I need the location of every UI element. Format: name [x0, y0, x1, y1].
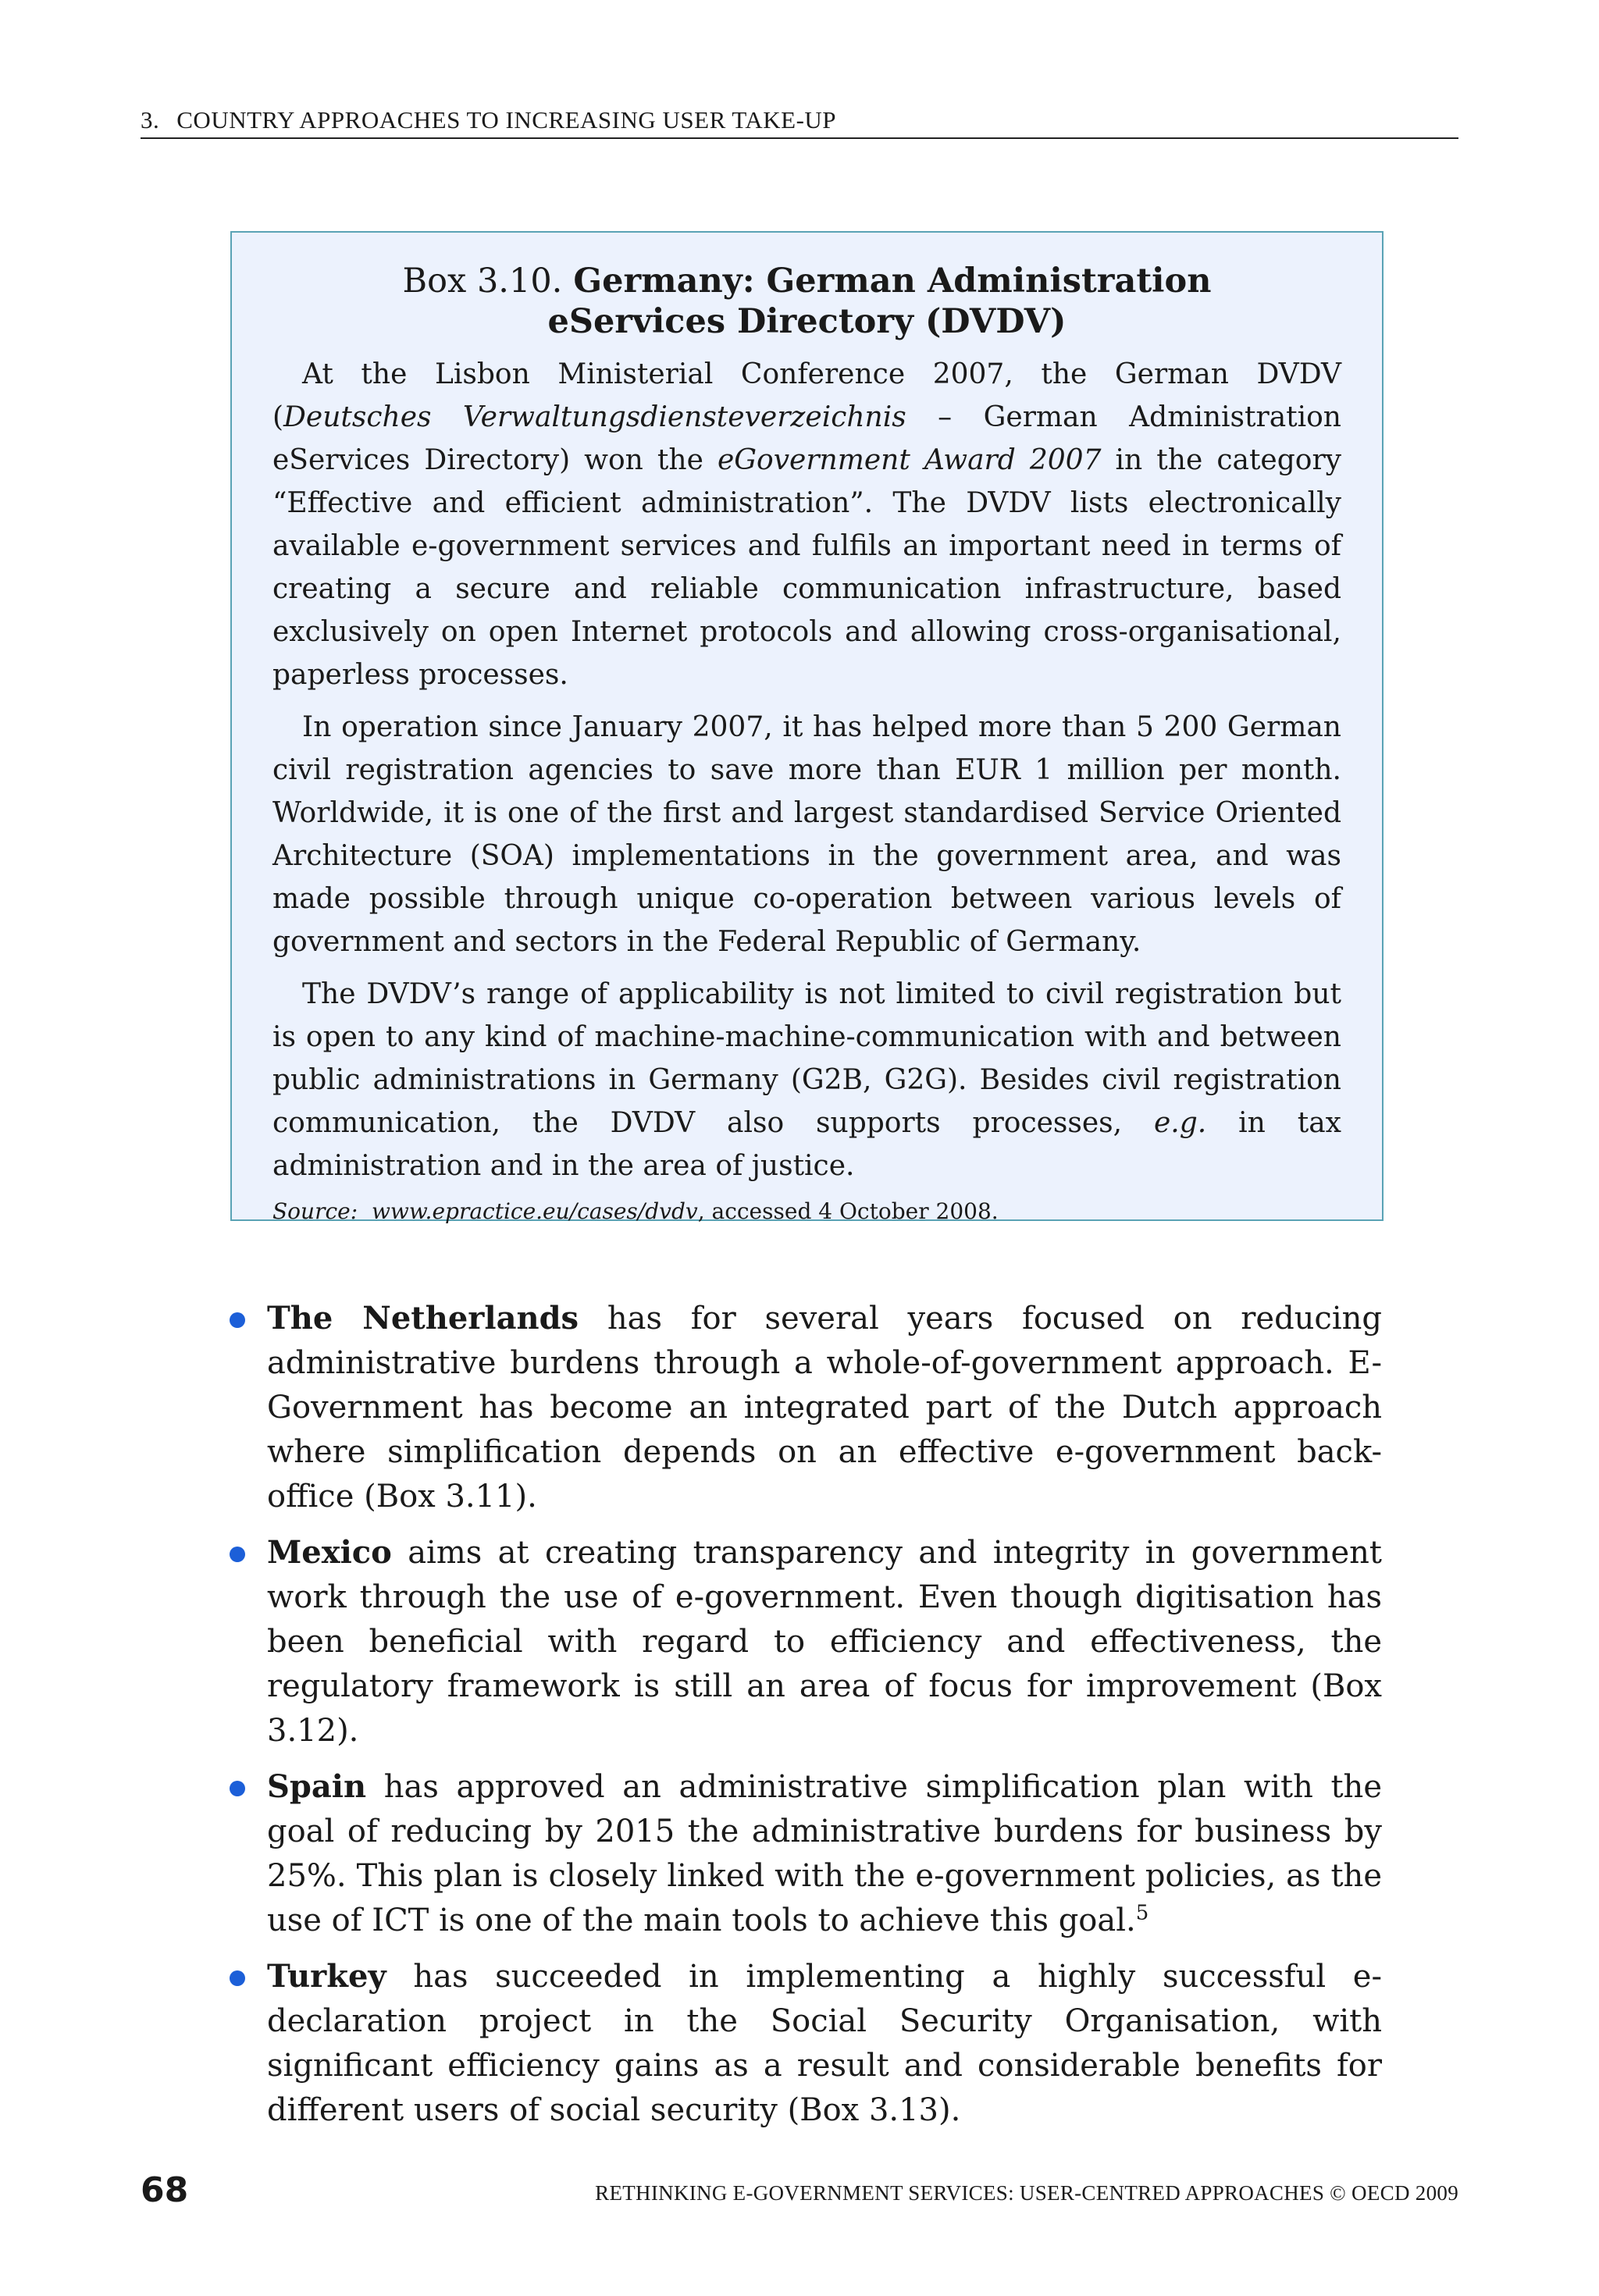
chapter-title: COUNTRY APPROACHES TO INCREASING USER TAKE-UP [176, 106, 837, 133]
box-paragraph-3 [272, 973, 1341, 1187]
country-name: The Netherlands [267, 1300, 579, 1337]
country-name: Turkey [267, 1958, 386, 1995]
bullet-dot-icon [230, 1312, 245, 1328]
box-source [272, 1197, 1341, 1226]
list-item [226, 1954, 1382, 2133]
country-name: Spain [267, 1768, 367, 1805]
chapter-number: 3. [141, 106, 160, 133]
p1-italic-german-name: Deutsches Verwaltungsdiensteverzeichnis [283, 401, 906, 433]
bullet-text: has for several years focused on reducing administrative burdens through a whole-of-government approach. E-Government has become an integrated part of the Dutch approach where simplification depends on an effective e-government back-office (Box 3.11). [267, 1301, 1382, 1515]
box-heading [272, 261, 1341, 342]
p3-text-c: in tax administration and in the area of justice. [272, 1107, 1341, 1182]
bullet-text: has succeeded in implementing a highly successful e-declaration project in the Social Security Organisation, with significant efficiency gains as a result and considerable benefits for different users of social security (Box 3.13). [267, 1959, 1382, 2128]
p3-italic-eg: e.g. [1154, 1107, 1207, 1139]
running-header [141, 106, 1458, 139]
box-paragraph-2: In operation since January 2007, it has helped more than 5 200 German civil registration agencies to save more than EUR 1 million per month. Worldwide, it is one of the first and largest standardised Service Oriented Architecture (SOA) implementations in the government area, and was made possible through unique co-operation between various levels of government and sectors in the Federal Republic of Germany. [272, 711, 1341, 958]
footnote-marker[interactable]: 5 [1135, 1901, 1149, 1925]
footer-title: RETHINKING E-GOVERNMENT SERVICES: USER-CENTRED APPROACHES © OECD 2009 [595, 2181, 1458, 2205]
bullet-text: aims at creating transparency and integrity in government work through the use of e-government. Even though digitisation has been beneficial with regard to efficiency and effectiveness, the regulatory framework is still an area of focus for improvement (Box 3.12). [267, 1535, 1382, 1749]
bullet-dot-icon [230, 1781, 245, 1796]
source-label: Source: [272, 1198, 358, 1224]
bullet-dot-icon [230, 1970, 245, 1986]
p1-italic-award: eGovernment Award 2007 [717, 444, 1102, 476]
list-item [226, 1530, 1382, 1753]
list-item [226, 1764, 1382, 1943]
p1-text-c: – German Administration eServices Directory) won the [272, 401, 1341, 476]
list-item [226, 1296, 1382, 1519]
country-bullet-list [226, 1296, 1382, 2144]
box-paragraph-1 [272, 353, 1341, 696]
source-accessed: , accessed 4 October 2008. [697, 1198, 999, 1224]
country-name: Mexico [267, 1534, 392, 1571]
box-label: Box 3.10. [402, 262, 563, 301]
bullet-text: has approved an administrative simplification plan with the goal of reducing by 2015 the administrative burdens for business by 25%. This plan is closely linked with the e-government policies, as the use of ICT is one of the main tools to achieve this goal. [267, 1769, 1382, 1938]
p3-text-a: The DVDV’s range of applicability is not limited to civil registration but is open to any kind of machine-machine-communication with and between public administrations in Germany (G2B, G2G). Besides civil registration communication, the DVDV also supports processes, [272, 978, 1341, 1139]
bullet-dot-icon [230, 1547, 245, 1562]
box-title: Germany: German Administration eServices Directory (DVDV) [547, 262, 1212, 341]
p1-text-e: in the category “Effective and efficient administration”. The DVDV lists electronically available e-government services and fulfils an important need in terms of creating a secure and reliable communication infrastructure, based exclusively on open Internet protocols and allowing cross-organisational, paperless processes. [272, 444, 1341, 691]
box-3-10 [230, 231, 1384, 1224]
p1-text-a: At the Lisbon Ministerial Conference 2007, the German DVDV ( [272, 358, 1341, 433]
page-number: 68 [141, 2170, 189, 2210]
source-url[interactable]: www.epractice.eu/cases/dvdv [371, 1198, 698, 1224]
